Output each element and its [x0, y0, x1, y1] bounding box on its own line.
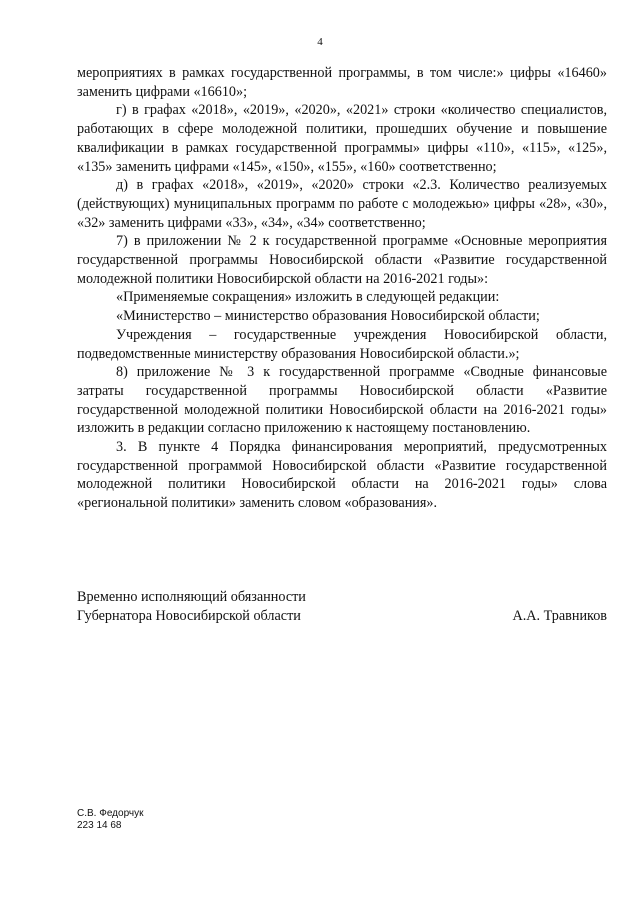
document-body — [77, 64, 607, 513]
paragraph: 7) в приложении № 2 к государственной программе «Основные мероприятия государственной программы Новосибирской области «Развитие государственной молодежной политики Новосибирской области на 2016-2021 годы»: — [77, 233, 607, 287]
signatory-position: Губернатора Новосибирской области — [77, 607, 301, 624]
paragraph: Учреждения – государственные учреждения Новосибирской области, подведомственные министерству образования Новосибирской области.»; — [77, 326, 607, 362]
signatory-name: А.А. Травников — [512, 607, 607, 624]
paragraph: «Министерство – министерство образования Новосибирской области; — [116, 308, 540, 325]
signature-block — [77, 588, 607, 625]
paragraph: мероприятиях в рамках государственной программы, в том числе:» цифры «16460» заменить цифрами «16610»; — [77, 65, 607, 100]
paragraph: 3. В пункте 4 Порядка финансирования мероприятий, предусмотренных государственной программой Новосибирской области «Развитие государственной молодежной политики Новосибирской области на 2016-2021 годы» слова «региональной политики» заменить словом «образования». — [77, 439, 607, 512]
paragraph: «Применяемые сокращения» изложить в следующей редакции: — [116, 289, 500, 306]
page-number: 4 — [317, 36, 323, 48]
executor-info — [77, 808, 144, 832]
paragraph: 8) приложение № 3 к государственной программе «Сводные финансовые затраты государственной программы Новосибирской области «Развитие государственной молодежной политики Новосибирской области на 2016-2021 годы» изложить в редакции согласно приложению к настоящему постановлению. — [77, 364, 607, 437]
executor-phone: 223 14 68 — [77, 820, 122, 831]
executor-name: С.В. Федорчук — [77, 808, 144, 819]
signatory-position: Временно исполняющий обязанности — [77, 589, 306, 605]
paragraph: д) в графах «2018», «2019», «2020» строки «2.3. Количество реализуемых (действующих) муниципальных программ по работе с молодежью» цифры «28», «30», «32» заменить цифрами «33», «34», «34» соответственно; — [77, 177, 607, 231]
paragraph: г) в графах «2018», «2019», «2020», «2021» строки «количество специалистов, работающих в сфере молодежной политики, прошедших обучение и повышение квалификации в рамках государственной программы» цифры «110», «115», «125», «135» заменить цифрами «145», «150», «155», «160» соответственно; — [77, 102, 607, 175]
